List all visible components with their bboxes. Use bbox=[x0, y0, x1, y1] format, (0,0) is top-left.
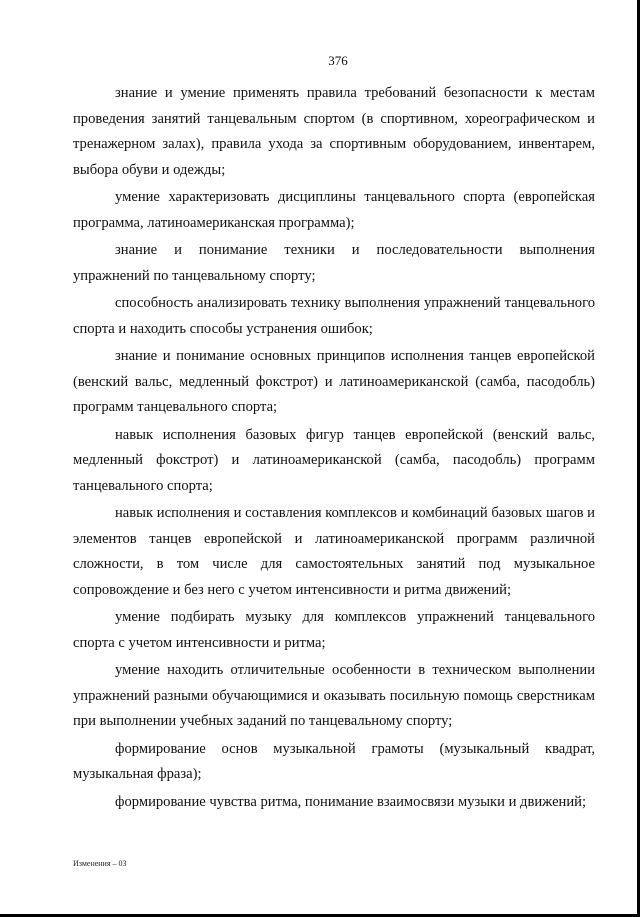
paragraph-music-selection: умение подбирать музыку для комплексов упражнений танцевального спорта с учетом интенсивности и ритма; bbox=[73, 609, 595, 651]
paragraph-dance-disciplines: умение характеризовать дисциплины танцевального спорта (европейская программа, латиноамериканская программа); bbox=[73, 189, 595, 231]
paragraph-music-literacy: формирование основ музыкальной грамоты (музыкальный квадрат, музыкальная фраза); bbox=[73, 740, 595, 782]
paragraph-safety-rules: знание и умение применять правила требований безопасности к местам проведения занятий танцевальным спортом (в спортивном, хореографическом и тренажерном залах), правила ухода за спортивным оборудованием, инвентарем, выбора обуви и одежды; bbox=[73, 85, 595, 178]
paragraph-peer-assistance: умение находить отличительные особенности в техническом выполнении упражнений разными обучающимися и оказывать посильную помощь сверстникам при выполнении учебных заданий по танцевальному спорту; bbox=[73, 662, 595, 729]
page-number: 376 bbox=[328, 53, 348, 68]
paragraph-rhythm-sense: формирование чувства ритма, понимание взаимосвязи музыки и движений; bbox=[115, 793, 587, 810]
revision-footer: Изменения – 03 bbox=[73, 859, 127, 868]
paragraph-technique-knowledge: знание и понимание техники и последовательности выполнения упражнений по танцевальному спорту; bbox=[73, 242, 595, 284]
paragraph-performance-principles: знание и понимание основных принципов исполнения танцев европейской (венский вальс, медленный фокстрот) и латиноамериканской (самба, пасодобль) программ танцевального спорта; bbox=[73, 348, 595, 415]
paragraph-technique-analysis: способность анализировать технику выполнения упражнений танцевального спорта и находить способы устранения ошибок; bbox=[73, 295, 595, 337]
paragraph-combinations: навык исполнения и составления комплексов и комбинаций базовых шагов и элементов танцев европейской и латиноамериканской программ различной сложности, в том числе для самостоятельных занятий под музыкальное сопровождение и без него с учетом интенсивности и ритма движений; bbox=[73, 505, 595, 598]
document-body bbox=[73, 81, 595, 817]
paragraph-basic-figures: навык исполнения базовых фигур танцев европейской (венский вальс, медленный фокстрот) и латиноамериканской (самба, пасодобль) программ танцевального спорта; bbox=[73, 426, 595, 494]
